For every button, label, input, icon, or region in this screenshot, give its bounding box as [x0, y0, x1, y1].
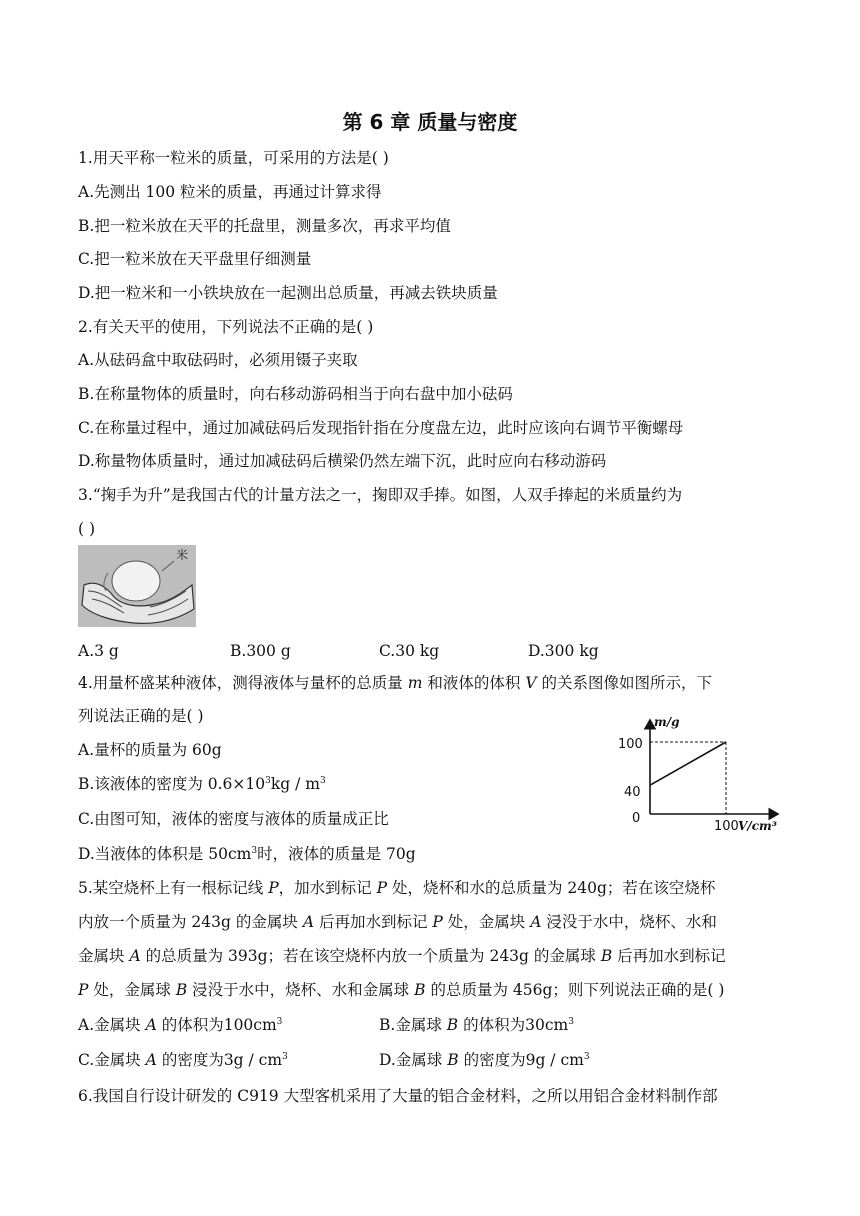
q4-stem-line1: 4.用量杯盛某种液体，测得液体与量杯的总质量 m 和液体的体积 V 的关系图像如图所示，下 — [78, 674, 712, 692]
q4-option-c: C.由图可知，液体的密度与液体的质量成正比 — [78, 810, 389, 828]
q3-option-b: B.300 g — [230, 642, 291, 660]
x-tick-100: 100 — [714, 819, 739, 834]
q2-stem: 2.有关天平的使用，下列说法不正确的是( ) — [78, 318, 374, 336]
q4-option-a: A.量杯的质量为 60g — [78, 741, 222, 759]
q5-stem-line3: 金属块 A 的总质量为 393g；若在该空烧杯内放一个质量为 243g 的金属球 B 后再加水到标记 — [78, 947, 726, 965]
q2-option-c: C.在称量过程中，通过加减砝码后发现指针指在分度盘左边，此时应该向右调节平衡螺母 — [78, 419, 684, 437]
y-tick-40: 40 — [624, 785, 641, 800]
q3-option-d: D.300 kg — [528, 642, 599, 660]
x-axis-label: V/cm³ — [738, 819, 777, 833]
y-axis-label: m/g — [654, 715, 680, 729]
q3-option-c: C.30 kg — [379, 642, 440, 660]
data-line — [650, 742, 726, 785]
q2-option-b: B.在称量物体的质量时，向右移动游码相当于向右盘中加小砝码 — [78, 385, 513, 403]
hands-holding-rice-image — [78, 545, 196, 627]
q5-stem-line2: 内放一个质量为 243g 的金属块 A 后再加水到标记 P 处，金属块 A 浸没于水中，烧杯、水和 — [78, 913, 717, 931]
chapter-title: 第 6 章 质量与密度 — [342, 110, 518, 134]
q5-option-a: A.金属块 A 的体积为$100cm^3$ — [78, 1016, 283, 1034]
q5-stem-line1: 5.某空烧杯上有一根标记线 P，加水到标记 P 处，烧杯和水的总质量为 240g；若在该空烧杯 — [78, 879, 716, 897]
q5-option-c: C.金属块 A 的密度为$3g / cm^3$ — [78, 1051, 288, 1069]
q4-stem-line2: 列说法正确的是( ) — [78, 707, 204, 725]
q3-option-a: A.3 g — [78, 642, 119, 660]
q5-stem-line4: P 处，金属球 B 浸没于水中，烧杯、水和金属球 B 的总质量为 456g；则下列说法正确的是( ) — [78, 981, 725, 999]
q3-stem-line2: ( ) — [78, 520, 96, 538]
q4-option-b: B.该液体的密度为 $0.6\times 10^3kg / m^3$ — [78, 775, 326, 793]
q2-option-a: A.从砝码盒中取砝码时，必须用镊子夹取 — [78, 351, 358, 369]
y-tick-100: 100 — [618, 737, 643, 752]
rice-label: 米 — [176, 548, 189, 562]
q1-option-a: A.先测出 100 粒米的质量，再通过计算求得 — [78, 183, 382, 201]
q1-option-d: D.把一粒米和一小铁块放在一起测出总质量，再减去铁块质量 — [78, 284, 498, 302]
q1-option-b: B.把一粒米放在天平的托盘里，测量多次，再求平均值 — [78, 217, 451, 235]
q5-option-b: B.金属球 B 的体积为$30cm^3$ — [379, 1016, 574, 1034]
mass-volume-graph — [610, 712, 790, 837]
q5-option-d: D.金属球 B 的密度为$9g / cm^3$ — [379, 1051, 590, 1069]
q3-stem-line1: 3.“掬手为升”是我国古代的计量方法之一，掬即双手捧。如图，人双手捧起的米质量约为 — [78, 486, 683, 504]
q1-stem: 1.用天平称一粒米的质量，可采用的方法是( ) — [78, 149, 389, 167]
q1-option-c: C.把一粒米放在天平盘里仔细测量 — [78, 250, 312, 268]
y-tick-0: 0 — [632, 811, 641, 826]
q6-stem: 6.我国自行设计研发的 C919 大型客机采用了大量的铝合金材料，之所以用铝合金材料制作部 — [78, 1087, 718, 1105]
q4-option-d: D.当液体的体积是 $50cm^3$时，液体的质量是 70g — [78, 845, 416, 863]
q2-option-d: D.称量物体质量时，通过加减砝码后横梁仍然左端下沉，此时应向右移动游码 — [78, 452, 607, 470]
